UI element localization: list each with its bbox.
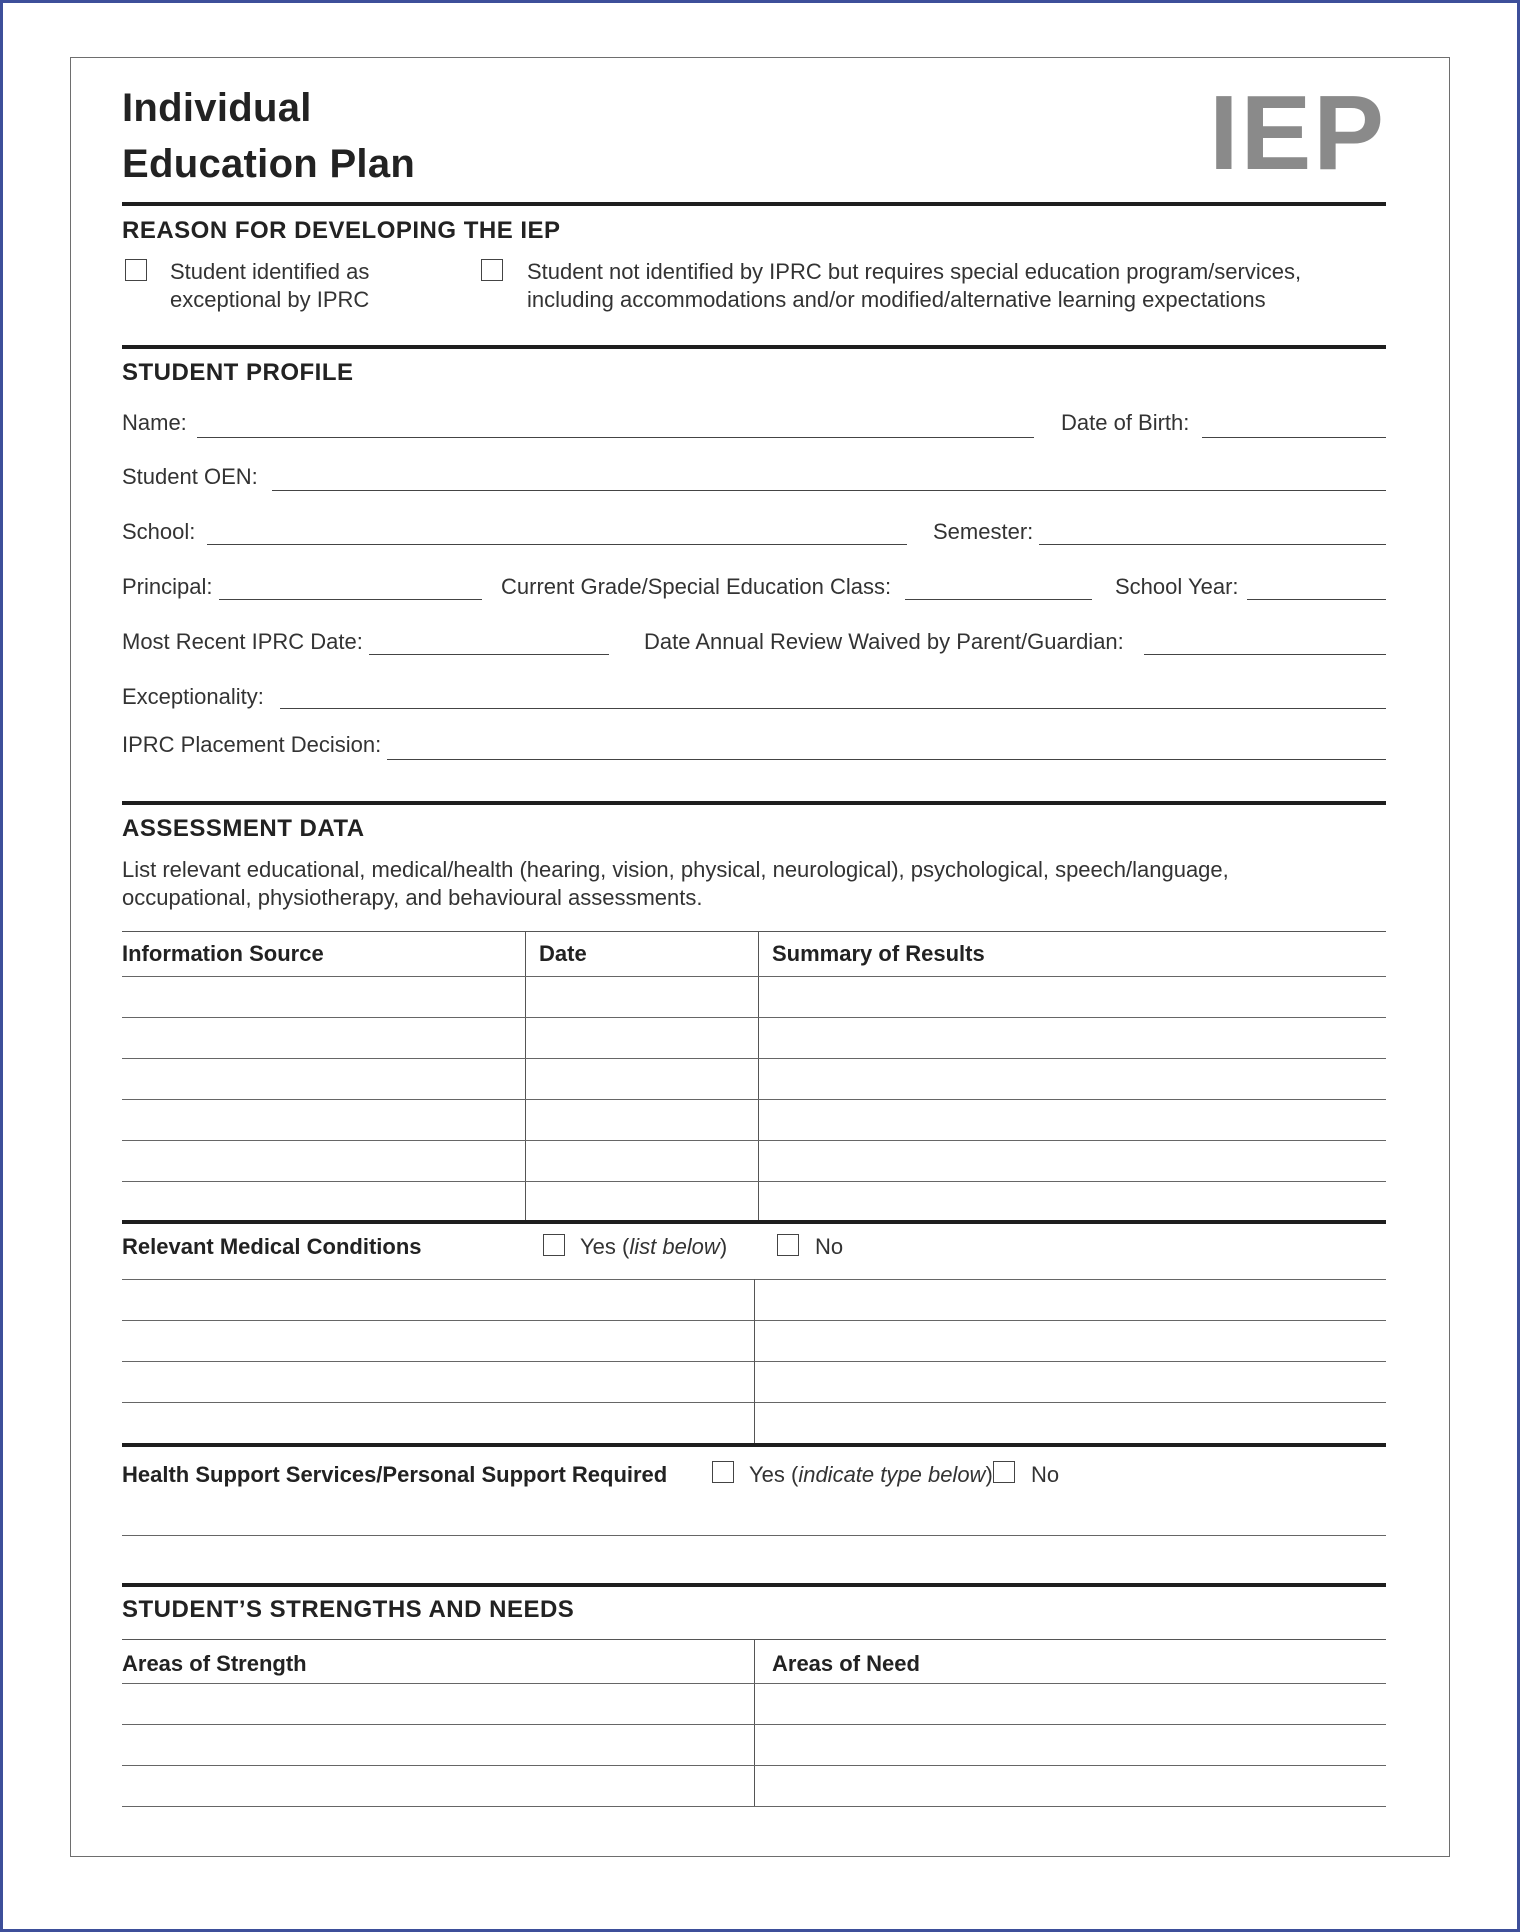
health-yes-label (749, 1461, 993, 1489)
assessment-heading: ASSESSMENT DATA (122, 815, 365, 842)
health-yes-hint: indicate type below (798, 1462, 986, 1487)
assessment-desc-1: List relevant educational, medical/health (hearing, vision, physical, neurological), psychological, speech/language, (122, 857, 1229, 882)
reason-heading: REASON FOR DEVELOPING THE IEP (122, 217, 561, 244)
dob-field[interactable] (1202, 437, 1386, 438)
health-label: Health Support Services/Personal Support Required (122, 1462, 668, 1487)
assessment-desc-2: occupational, physiotherapy, and behavioural assessments. (122, 885, 703, 910)
section-rule (122, 345, 1386, 349)
strengths-row[interactable] (122, 1724, 1386, 1725)
school-year-field[interactable] (1247, 599, 1386, 600)
medical-yes-label (580, 1233, 727, 1261)
review-waived-field[interactable] (1144, 654, 1386, 655)
not-identified-label-1: Student not identified by IPRC but requires special education program/services, (527, 259, 1302, 284)
table-row[interactable] (122, 1140, 1386, 1141)
section-rule (122, 1443, 1386, 1447)
title-line-1: Individual (122, 86, 312, 130)
health-no-label: No (1031, 1462, 1060, 1487)
medical-yes-hint: list below (629, 1234, 720, 1259)
strengths-row[interactable] (122, 1683, 1386, 1684)
medical-divider (754, 1279, 755, 1443)
health-yes-close: ) (985, 1462, 993, 1487)
title-line-2: Education Plan (122, 142, 416, 186)
not-identified-checkbox[interactable] (481, 259, 503, 281)
dob-label: Date of Birth: (1061, 410, 1190, 435)
col-information-source: Information Source (122, 941, 324, 966)
medical-label: Relevant Medical Conditions (122, 1234, 422, 1259)
health-no-checkbox[interactable] (993, 1461, 1015, 1483)
form-sheet (70, 57, 1450, 1857)
grade-field[interactable] (905, 599, 1092, 600)
principal-field[interactable] (219, 599, 482, 600)
principal-label: Principal: (122, 574, 213, 599)
placement-label: IPRC Placement Decision: (122, 732, 382, 757)
iprc-date-field[interactable] (369, 654, 609, 655)
strengths-heading: STUDENT’S STRENGTHS AND NEEDS (122, 1596, 575, 1623)
identified-label-2: exceptional by IPRC (170, 287, 370, 312)
section-rule (122, 202, 1386, 206)
not-identified-label-2: including accommodations and/or modified/alternative learning expectations (527, 287, 1266, 312)
col-areas-of-strength: Areas of Strength (122, 1651, 307, 1676)
medical-yes-checkbox[interactable] (543, 1234, 565, 1256)
section-rule (122, 1220, 1386, 1224)
col-summary: Summary of Results (772, 941, 985, 966)
identified-checkbox[interactable] (125, 259, 147, 281)
iprc-date-label: Most Recent IPRC Date: (122, 629, 363, 654)
identified-label-1: Student identified as (170, 259, 370, 284)
school-year-label: School Year: (1115, 574, 1239, 599)
semester-field[interactable] (1039, 544, 1386, 545)
review-waived-label: Date Annual Review Waived by Parent/Guardian: (644, 629, 1124, 654)
health-yes-text: Yes ( (749, 1462, 799, 1487)
profile-heading: STUDENT PROFILE (122, 359, 354, 386)
medical-no-label: No (815, 1234, 844, 1259)
medical-yes-close: ) (719, 1234, 728, 1259)
oen-label: Student OEN: (122, 464, 258, 489)
col-date: Date (539, 941, 587, 966)
medical-no-checkbox[interactable] (777, 1234, 799, 1256)
name-label: Name: (122, 410, 187, 435)
school-label: School: (122, 519, 196, 544)
exceptionality-field[interactable] (280, 708, 1386, 709)
table-row[interactable] (122, 1099, 1386, 1100)
strengths-row[interactable] (122, 1806, 1386, 1807)
health-field[interactable] (122, 1535, 1386, 1536)
exceptionality-label: Exceptionality: (122, 684, 264, 709)
col-areas-of-need: Areas of Need (772, 1651, 920, 1676)
semester-label: Semester: (933, 519, 1034, 544)
table-row[interactable] (122, 1181, 1386, 1182)
table-row[interactable] (122, 1058, 1386, 1059)
table-divider (758, 931, 759, 1220)
iep-logo: IEP (1209, 74, 1386, 192)
placement-field[interactable] (387, 759, 1386, 760)
section-rule (122, 801, 1386, 805)
name-field[interactable] (197, 437, 1034, 438)
table-top-border (122, 931, 1386, 932)
health-yes-checkbox[interactable] (712, 1461, 734, 1483)
medical-yes-text: Yes ( (580, 1234, 630, 1259)
table-row[interactable] (122, 1017, 1386, 1018)
form-title (122, 80, 415, 192)
section-rule (122, 1583, 1386, 1587)
strengths-divider (754, 1639, 755, 1807)
table-divider (525, 931, 526, 1220)
strengths-row[interactable] (122, 1765, 1386, 1766)
grade-label: Current Grade/Special Education Class: (501, 574, 892, 599)
table-row[interactable] (122, 976, 1386, 977)
oen-field[interactable] (272, 490, 1386, 491)
school-field[interactable] (207, 544, 907, 545)
